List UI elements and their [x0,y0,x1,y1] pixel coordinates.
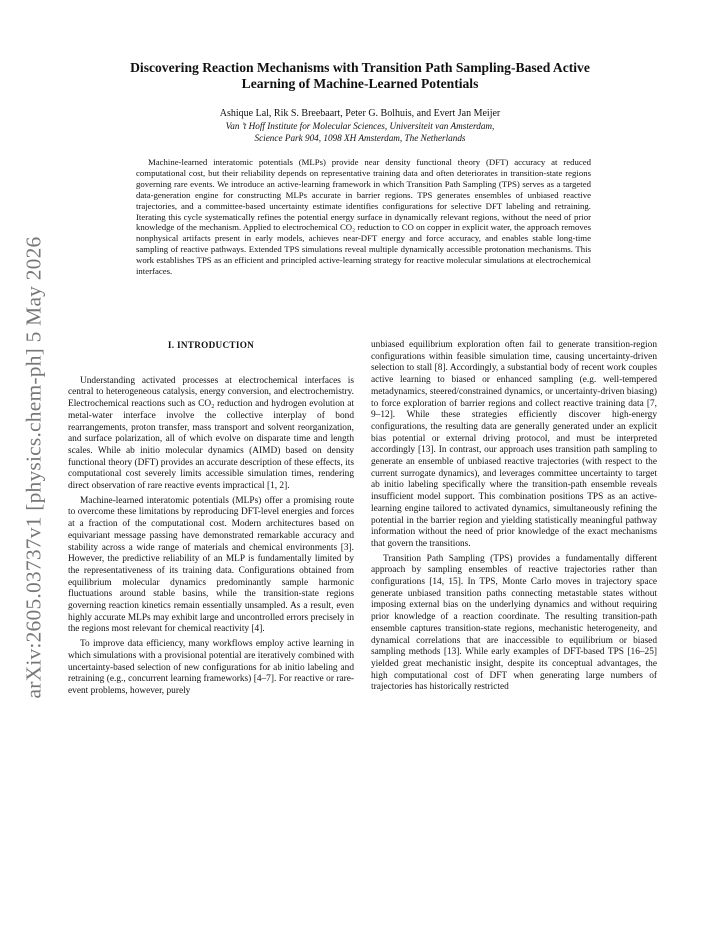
paragraph: Machine-learned interatomic potentials (MLPs) offer a promising route to overcome these limitations by reproducing DFT-level energies and forces at a fraction of the computational cost. Modern architectures based on equivariant message passing have demonstrated remarkable accuracy and stability across a wide range of materials and chemical environments [3]. However, the predictive reliability of an MLP is fundamentally limited by the representativeness of its training data. Configurations obtained from equilibrium molecular dynamics predominantly sample harmonic fluctuations around stable basins, while the transition-state regions governing reaction kinetics remain essentially unsampled. As a result, even highly accurate MLPs may exhibit large and uncontrolled errors precisely in the regions most relevant for chemical reactivity [4]. [68,495,354,635]
arxiv-stamp [14,236,54,699]
paragraph: unbiased equilibrium exploration often fail to generate transition-region configurations within feasible simulation time, causing uncertainty-driven selection to stall [8]. Accordingly, a substantial body of recent work couples active learning to biased or enhanced sampling (e.g. well-tempered metadynamics, steered/constrained dynamics, or uncertainty-driven biasing) to force exploration of barrier regions and collect reactive training data [7, 9–12]. While these strategies efficiently discover high-energy configurations, the resulting data are generally generated under an explicit bias potential or external driving protocol, and must be interpreted accordingly [13]. In contrast, our approach uses transition path sampling to generate an ensemble of unbiased reactive trajectories (with respect to the current surrogate dynamics), and leverages committee uncertainty to target ab initio labeling specifically where the transition-path ensemble reveals insufficient model support. This combination positions TPS as an active-learning engine tailored to activated dynamics, simultaneously refining the potential in the barrier region and yielding statistically meaningful pathway information without the need of prior knowledge of the exact mechanisms that govern the transitions. [371,340,657,549]
left-column [68,340,354,701]
section-heading-introduction: I. INTRODUCTION [167,340,255,350]
paragraph: Understanding activated processes at electrochemical interfaces is central to heterogeneous catalysis, energy conversion, and electrochemistry. Electrochemical reactions such as CO₂ reduction and hydrogen evolution at metal-water interface involve the collective interplay of bond rearrangements, proton transfer, mass transport and solvent reorganization, and surface polarization, all of which evolve on disparate time and length scales. While ab initio molecular dynamics (AIMD) based on density functional theory (DFT) provides an accurate description of these effects, its computational cost severely limits accessible simulation times, rendering direct observation of rare reactive events impractical [1, 2]. [68,375,354,492]
right-column [371,340,657,697]
author-list: Ashique Lal, Rik S. Breebaart, Peter G. Bolhuis, and Evert Jan Meijer [219,108,501,119]
abstract: Machine-learned interatomic potentials (MLPs) provide near density functional theory (DFT) accuracy at reduced computational cost, but their reliability depends on representative training data and often deteriorates in transition-state regions governing rare events. We introduce an active-learning framework in which Transition Path Sampling (TPS) serves as a targeted data-generation engine for constructing MLPs accurate in barrier regions. TPS generates ensembles of unbiased reactive trajectories, and a committee-based uncertainty estimate identifies configurations for selective DFT labeling and retraining. Iterating this cycle systematically refines the potential energy surface in dynamically relevant regions, without the need of prior knowledge of the mechanism. Applied to electrochemical CO₂ reduction to CO on copper in explicit water, the approach removes nonphysical artifacts present in early models, achieves near-DFT energy and force accuracy, and enables stable long-time sampling of reactive pathways. Extended TPS simulations reveal multiple dynamically accessible protonation mechanisms. This work establishes TPS as an efficient and principled active-learning strategy for reactive molecular simulations at electrochemical interfaces. [136,157,591,277]
paragraph: To improve data efficiency, many workflows employ active learning in which simulations with a provisional potential are iteratively combined with uncertainty-based selection of new configurations for ab initio labeling and retraining (e.g., concurrent learning frameworks) [4–7]. For reactive or rare-event problems, however, purely [68,639,354,696]
paper-title [80,60,640,92]
affiliation-line-2: Science Park 904, 1098 XH Amsterdam, The Netherlands [254,132,466,143]
title-line-1: Discovering Reaction Mechanisms with Transition Path Sampling-Based Active [130,60,590,75]
affiliation-line-1: Van ’t Hoff Institute for Molecular Sciences, Universiteit van Amsterdam, [225,121,495,131]
paragraph: Transition Path Sampling (TPS) provides a fundamentally different approach by sampling ensembles of reactive trajectories rather than configurations [14, 15]. In TPS, Monte Carlo moves in trajectory space generate unbiased transition paths connecting metastable states without imposing external bias on the underlying dynamics and without requiring prior knowledge of a reaction coordinate. The resulting transition-path ensemble captures transition-state regions, mechanistic heterogeneity, and dynamical correlations that are inaccessible to equilibrium or biased sampling methods [13]. While early examples of DFT-based TPS [16–25] yielded great mechanistic insight, despite its conceptual advantages, the high computational cost of DFT when generating large numbers of trajectories has historically restricted [371,553,657,693]
title-line-2: Learning of Machine-Learned Potentials [241,76,479,91]
arxiv-identifier: arXiv:2605.03737v1 [physics.chem-ph] 5 May 2026 [21,236,46,699]
affiliation [80,121,640,144]
